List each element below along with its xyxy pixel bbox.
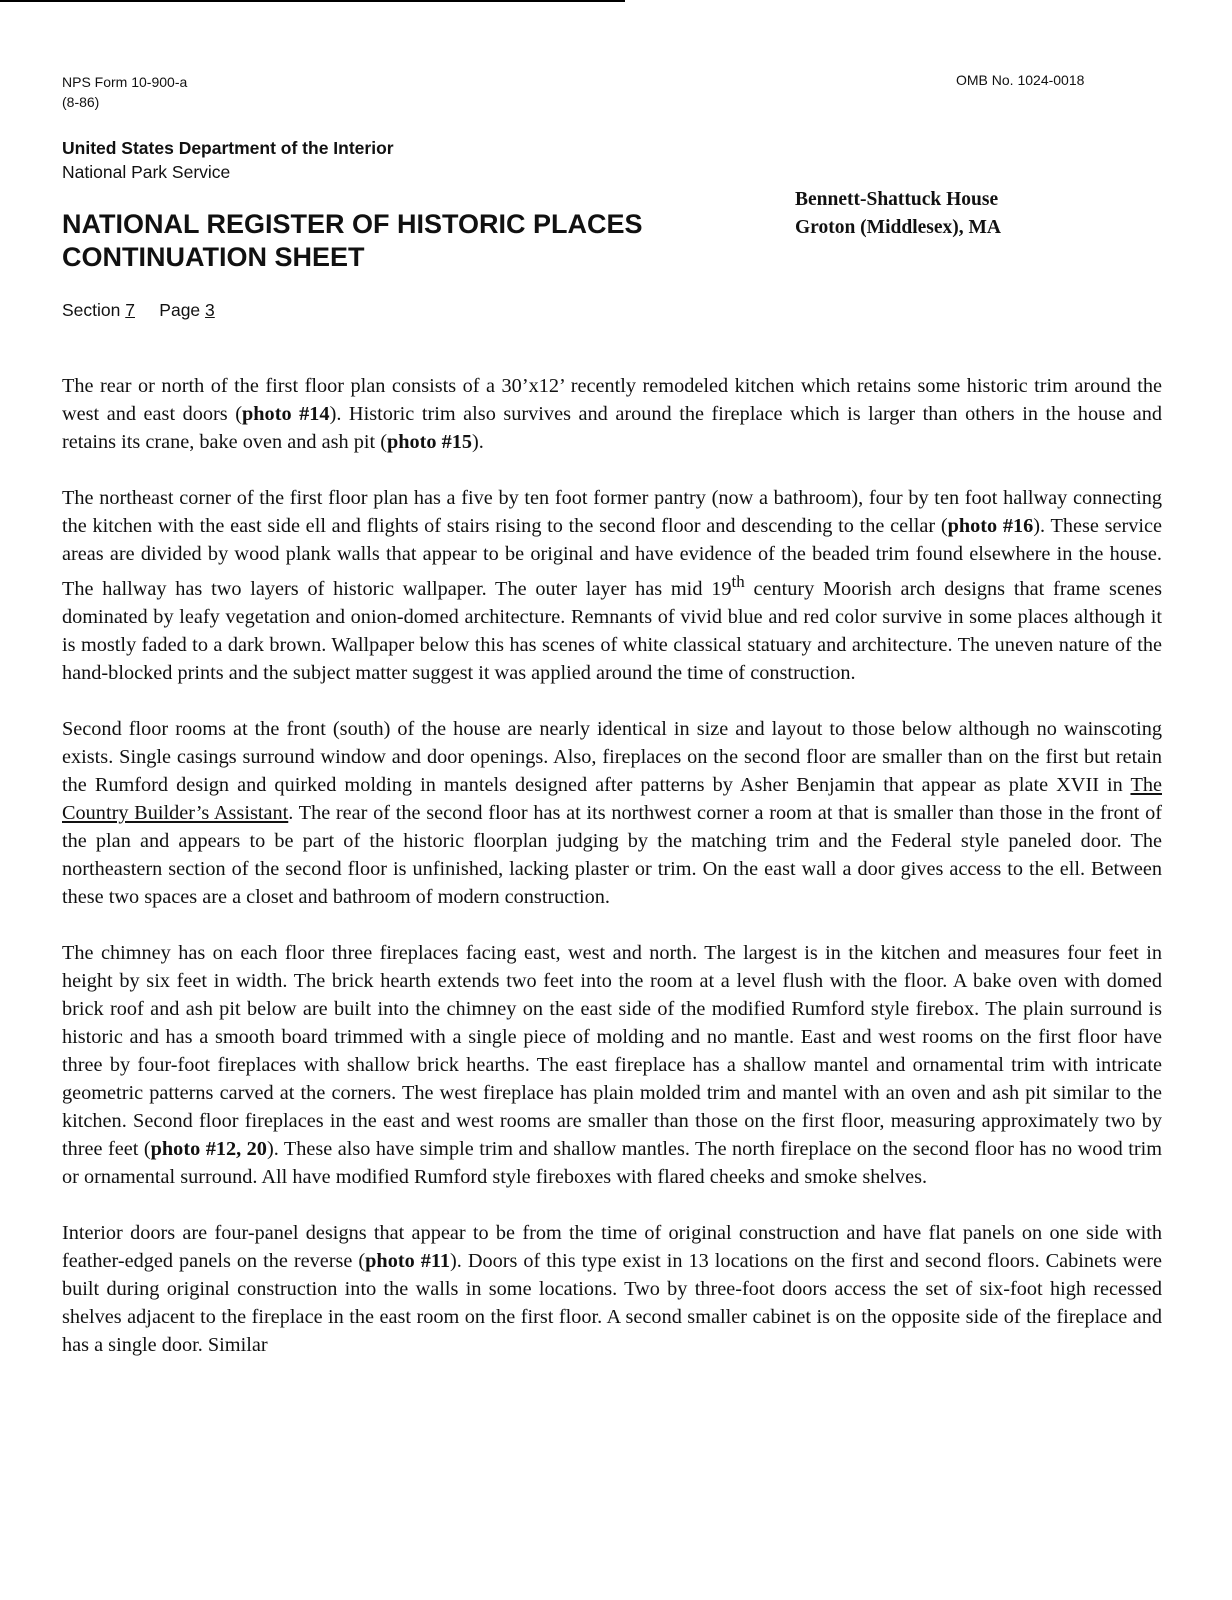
property-block (795, 186, 1001, 242)
top-rule (0, 0, 625, 2)
paragraph-kitchen: The rear or north of the first floor plan consists of a 30’x12’ recently remodeled kitchen which retains some historic trim around the west and east doors (photo #14). Historic trim also survives and around the fireplace which is larger than others in the house and retains its crane, bake oven and ash pit (photo #15). (62, 375, 1163, 453)
property-name: Bennett-Shattuck House (795, 189, 999, 210)
property-location: Groton (Middlesex), MA (795, 217, 1001, 238)
photo-ref: photo #12, 20 (150, 1137, 267, 1160)
paragraph-second-floor: Second floor rooms at the front (south) of the house are nearly identical in size and layout to those below although no wainscoting exists. Single casings surround window and door openings. Also, fireplaces on the second floor are smaller than on the first but retain the Rumford design and quirked molding in mantels designed after patterns by Asher Benjamin that appear as plate XVII in The Country Builder’s Assistant. The rear of the second floor has at its northwest corner a room at that is smaller than those in the front of the plan and appears to be part of the historic floorplan judging by the matching trim and the Federal style paneled door. The northeastern section of the second floor is unfinished, lacking plaster or trim. On the east wall a door gives access to the ell. Between these two spaces are a closet and bathroom of modern construction. (62, 717, 1162, 908)
paragraph-chimney: The chimney has on each floor three fireplaces facing east, west and north. The largest is in the kitchen and measures four feet in height by six feet in width. The brick hearth extends two feet into the room at a level flush with the floor. A bake oven with domed brick roof and ash pit below are built into the chimney on the east side of the modified Rumford style firebox. The plain surround is historic and has a smooth board trimmed with a single piece of molding and no mantle. East and west rooms on the first floor have three by four-foot fireplaces with shallow brick hearths. The east fireplace has a shallow mantel and ornamental trim with intricate geometric patterns carved at the corners. The west fireplace has plain molded trim and mantel with an oven and ash pit similar to the kitchen. Second floor fireplaces in the east and west rooms are smaller than those on the first floor, measuring approximately two by three feet (photo #12, 20). These also have simple trim and shallow mantles. The north fireplace on the second floor has no wood trim or ornamental surround. All have modified Rumford style fireboxes with flared cheeks and smoke shelves. (62, 941, 1162, 1188)
paragraph-northeast: The northeast corner of the first floor plan has a five by ten foot former pantry (now a bathroom), four by ten foot hallway connecting the kitchen with the east side ell and flights of stairs rising to the second floor and descending to the cellar (photo #16). These service areas are divided by wood plank walls that appear to be original and have evidence of the beaded trim found elsewhere in the house. The hallway has two layers of historic wallpaper. The outer layer has mid 19th century Moorish arch designs that frame scenes dominated by leafy vegetation and onion-domed architecture. Remnants of vivid blue and red color survive in some places although it is mostly faded to a dark brown. Wallpaper below this has scenes of white classical statuary and architecture. The uneven nature of the hand-blocked prints and the subject matter suggest it was applied around the time of construction. (62, 487, 1163, 684)
page-number: 3 (205, 300, 215, 320)
photo-ref: photo #15 (386, 431, 473, 453)
section-page: Section 7 Page 3 (62, 300, 215, 320)
form-number: NPS Form 10-900-a (8-86) (62, 74, 188, 110)
photo-ref: photo #11 (365, 1249, 451, 1272)
section-number: 7 (125, 300, 135, 320)
body-text (62, 372, 1162, 1359)
photo-ref: photo #16 (947, 515, 1034, 537)
omb-number: OMB No. 1024-0018 (956, 72, 1085, 88)
agency-name: National Park Service (62, 162, 231, 182)
paragraph-doors: Interior doors are four-panel designs that appear to be from the time of original construction and have flat panels on one side with feather-edged panels on the reverse (photo #11). Doors of this type exist in 13 locations on the first and second floors. Cabinets were built during original construction into the walls in some locations. Two by three-foot doors access the set of six-foot high recessed shelves adjacent to the fireplace in the east room on the first floor. A second smaller cabinet is on the opposite side of the fireplace and has a single door. Similar (62, 1221, 1162, 1356)
book-title: The Country Builder’s Assistant (62, 773, 1162, 824)
form-title: NATIONAL REGISTER OF HISTORIC PLACES CONTINUATION SHEET (62, 209, 643, 272)
department-name: United States Department of the Interior (62, 138, 394, 158)
department-block (62, 136, 394, 184)
photo-ref: photo #14 (242, 403, 330, 425)
